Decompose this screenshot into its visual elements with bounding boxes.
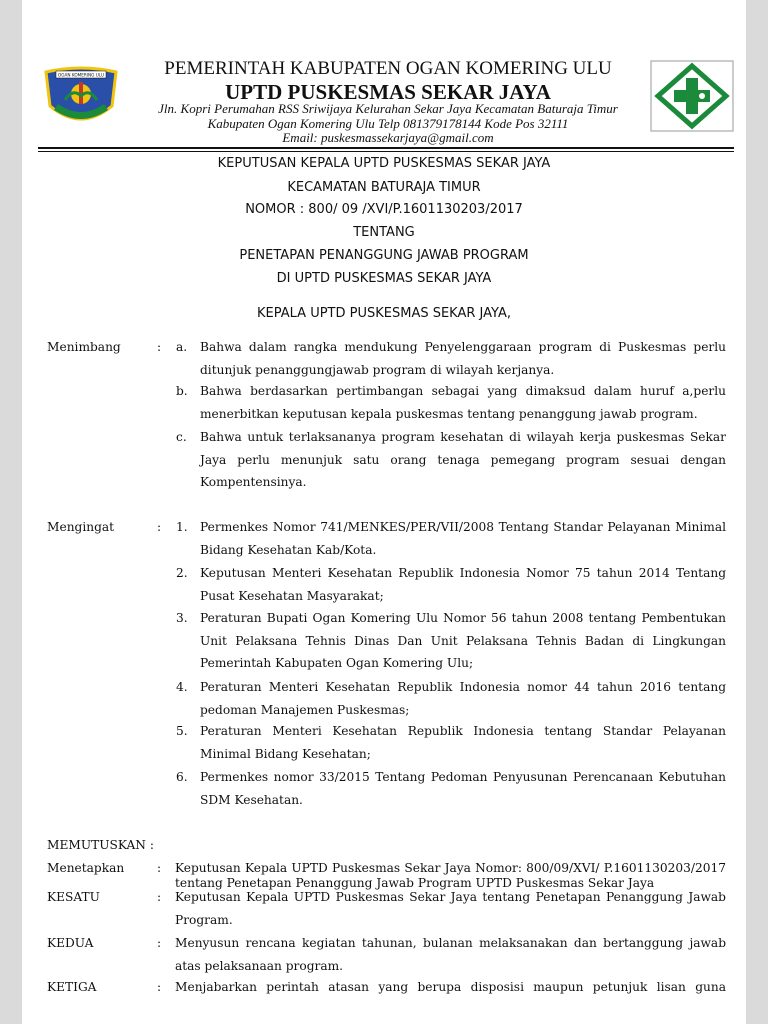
- menimbang-marker: b.: [176, 384, 188, 398]
- page-margin-right: [746, 0, 768, 1024]
- menimbang-item: Bahwa berdasarkan pertimbangan sebagai yang dimaksud dalam huruf a,perlu menerbitkan keputusan kepala puskesmas tentang penanggung jawab program.: [200, 384, 726, 421]
- letterhead-address: Jln. Kopri Perumahan RSS Sriwijaya Kelurahan Sekar Jaya Kecamatan Baturaja Timur: [158, 101, 618, 116]
- decree-subject: PENETAPAN PENANGGUNG JAWAB PROGRAM: [239, 248, 529, 263]
- menetapkan-text: Keputusan Kepala UPTD Puskesmas Sekar Jaya Nomor: 800/09/XVI/ P.1601130203/2017 tentang Penetapan Penanggung Jawab Program UPTD Puskesmas Sekar Jaya: [175, 861, 726, 890]
- decree-issuer: KEPALA UPTD PUSKESMAS SEKAR JAYA,: [256, 306, 511, 321]
- mengingat-item: Peraturan Menteri Kesehatan Republik Indonesia nomor 44 tahun 2016 tentang pedoman Manajemen Puskesmas;: [200, 680, 726, 717]
- menimbang-colon: :: [157, 340, 162, 354]
- mengingat-marker: 2.: [176, 566, 188, 580]
- kesatu-text: Keputusan Kepala UPTD Puskesmas Sekar Jaya tentang Penetapan Penanggung Jawab Program.: [175, 890, 726, 927]
- mengingat-colon: :: [157, 520, 162, 534]
- kedua-label: KEDUA: [47, 936, 94, 950]
- mengingat-item: Permenkes Nomor 741/MENKES/PER/VII/2008 Tentang Standar Pelayanan Minimal Bidang Kesehatan Kab/Kota.: [200, 520, 726, 557]
- letterhead-rule-thin: [38, 151, 734, 152]
- mengingat-item: Permenkes nomor 33/2015 Tentang Pedoman Penyusunan Perencanaan Kebutuhan SDM Kesehatan.: [200, 770, 726, 807]
- memutuskan-heading: MEMUTUSKAN :: [47, 838, 154, 852]
- mengingat-marker: 3.: [176, 611, 188, 625]
- ketiga-colon: :: [157, 980, 162, 994]
- letterhead-institution: UPTD PUSKESMAS SEKAR JAYA: [225, 80, 551, 104]
- puskesmas-cross-icon: [650, 60, 734, 132]
- menetapkan-label: Menetapkan: [47, 861, 125, 875]
- menetapkan-colon: :: [157, 861, 162, 875]
- mengingat-marker: 4.: [176, 680, 188, 694]
- mengingat-marker: 6.: [176, 770, 188, 784]
- letterhead-government: PEMERINTAH KABUPATEN OGAN KOMERING ULU: [164, 58, 612, 79]
- letterhead-rule: [38, 147, 734, 149]
- menimbang-marker: a.: [176, 340, 188, 354]
- regency-emblem-icon: [40, 66, 122, 128]
- mengingat-label: Mengingat: [47, 520, 115, 534]
- ketiga-text: Menjabarkan perintah atasan yang berupa disposisi maupun petunjuk lisan guna: [175, 980, 726, 994]
- decree-title: KEPUTUSAN KEPALA UPTD PUSKESMAS SEKAR JAYA: [217, 156, 551, 171]
- letterhead-phone: Kabupaten Ogan Komering Ulu Telp 081379178144 Kode Pos 32111: [207, 116, 569, 131]
- mengingat-item: Peraturan Menteri Kesehatan Republik Indonesia tentang Standar Pelayanan Minimal Bidang Kesehatan;: [200, 724, 726, 761]
- svg-text:OGAN KOMERING ULU: OGAN KOMERING ULU: [57, 72, 105, 78]
- mengingat-item: Peraturan Bupati Ogan Komering Ulu Nomor 56 tahun 2008 tentang Pembentukan Unit Pelaksana Tehnis Dinas Dan Unit Pelaksana Tehnis Badan di Lingkungan Pemerintah Kabupaten Ogan Komering Ulu;: [200, 611, 726, 670]
- menimbang-marker: c.: [176, 430, 187, 444]
- mengingat-item: Keputusan Menteri Kesehatan Republik Indonesia Nomor 75 tahun 2014 Tentang Pusat Kesehatan Masyarakat;: [200, 566, 726, 603]
- menimbang-item: Bahwa dalam rangka mendukung Penyelenggaraan program di Puskesmas perlu ditunjuk penanggungjawab program di wilayah kerjanya.: [200, 340, 726, 377]
- decree-district: KECAMATAN BATURAJA TIMUR: [287, 180, 481, 195]
- ketiga-label: KETIGA: [47, 980, 97, 994]
- mengingat-marker: 5.: [176, 724, 188, 738]
- kedua-colon: :: [157, 936, 162, 950]
- mengingat-marker: 1.: [176, 520, 188, 534]
- page-margin-left: [0, 0, 22, 1024]
- menimbang-label: Menimbang: [47, 340, 121, 354]
- decree-number: NOMOR : 800/ 09 /XVI/P.1601130203/2017: [245, 202, 523, 217]
- decree-about: TENTANG: [353, 225, 415, 240]
- kesatu-label: KESATU: [47, 890, 100, 904]
- document-page: [22, 0, 746, 1024]
- decree-subject-location: DI UPTD PUSKESMAS SEKAR JAYA: [276, 271, 492, 286]
- menimbang-item: Bahwa untuk terlaksananya program kesehatan di wilayah kerja puskesmas Sekar Jaya perlu menunjuk satu orang tenaga pemegang program sesuai dengan Kompentensinya.: [200, 430, 726, 489]
- kedua-text: Menyusun rencana kegiatan tahunan, bulanan melaksanakan dan bertanggung jawab atas pelaksanaan program.: [175, 936, 726, 973]
- letterhead-email: Email: puskesmassekarjaya@gmail.com: [282, 130, 494, 145]
- kesatu-colon: :: [157, 890, 162, 904]
